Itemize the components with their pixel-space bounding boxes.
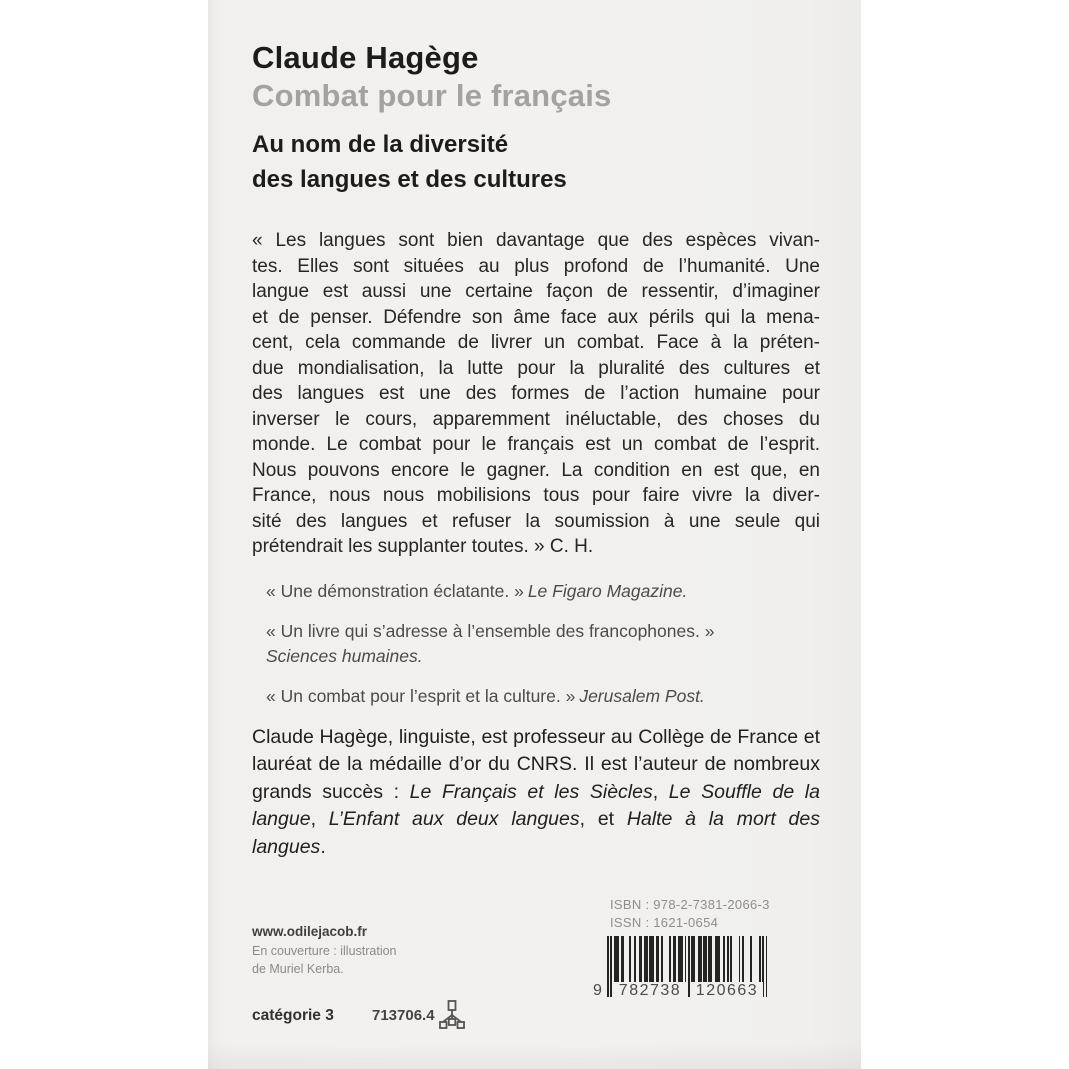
press-quotes xyxy=(266,579,820,709)
press-quote xyxy=(266,684,820,709)
website-url: www.odilejacob.fr xyxy=(252,924,368,939)
subtitle-line-2: des langues et des cultures xyxy=(252,166,567,193)
back-cover-text-column xyxy=(252,0,820,881)
barcode-digit-lead: 9 xyxy=(593,982,604,999)
press-quote xyxy=(266,619,820,669)
blurb-line: prétendrait les supplanter toutes. » C. H. xyxy=(252,536,594,557)
blurb-line: « Les langues sont bien davantage que des espèces vivan- xyxy=(252,230,820,251)
press-quote-source: Sciences humaines. xyxy=(266,645,423,666)
blurb-line: et de penser. Défendre son âme face aux périls qui la mena- xyxy=(252,306,820,328)
publisher-logo-icon xyxy=(438,999,466,1040)
category-row xyxy=(252,1001,552,1035)
press-quote-text: « Un combat pour l’esprit et la culture. » xyxy=(266,685,576,706)
author-bio xyxy=(252,724,820,862)
press-quote-text: « Une démonstration éclatante. » xyxy=(266,580,524,601)
category-label: catégorie 3 xyxy=(252,1007,334,1024)
ref-number: 713706.4 xyxy=(372,1007,435,1024)
blurb-line: inverser le cours, apparemment inéluctable, des choses du xyxy=(252,408,820,430)
blurb-line: due mondialisation, la lutte pour la pluralité des cultures et xyxy=(252,357,820,379)
blurb-line: cent, cela commande de livrer un combat. Face à la préten- xyxy=(252,332,820,353)
barcode xyxy=(593,936,769,1020)
publisher-info-block xyxy=(252,924,397,978)
bio-book-title: Halte à la mort des langues xyxy=(252,808,820,858)
barcode-digit-group-1: 782738 xyxy=(614,982,686,1000)
cover-credit-line-2: de Muriel Kerba. xyxy=(252,961,344,976)
bio-segment: , et xyxy=(579,808,627,830)
isbn-text: ISBN : 978-2-7381-2066-3 xyxy=(610,897,770,912)
book-subtitle xyxy=(252,127,820,197)
bio-book-title: Le Français et les Siècles xyxy=(409,780,653,803)
author-name: Claude Hagège xyxy=(252,40,479,75)
blurb xyxy=(252,228,820,560)
press-quote-source: Jerusalem Post. xyxy=(579,685,705,706)
bio-segment: , xyxy=(310,808,329,830)
cover-credit-line-1: En couverture : illustration xyxy=(252,944,397,958)
blurb-line: sité des langues et refuser la soumission à une seule qui xyxy=(252,510,820,532)
isbn-issn-block xyxy=(610,896,770,931)
issn-text: ISSN : 1621-0654 xyxy=(610,914,719,930)
cover-credit xyxy=(252,943,397,978)
press-quote xyxy=(266,579,820,604)
bio-book-title: Le Souffle de la langue xyxy=(252,780,820,830)
book-back-cover xyxy=(208,0,861,1069)
blurb-line: langue est aussi une certaine façon de ressentir, d’imaginer xyxy=(252,281,820,302)
blurb-line: monde. Le combat pour le français est un combat de l’esprit. xyxy=(252,434,820,455)
bio-segment: Claude Hagège, linguiste, est professeur au Collège de France et lauréat de la médaille d’or du CNRS. Il est l’auteur de nombreux grands succès : xyxy=(252,725,820,803)
barcode-digits xyxy=(593,980,769,1002)
bio-book-title: L’Enfant aux deux langues xyxy=(328,808,580,830)
bio-segment: , xyxy=(652,780,669,803)
blurb-line: France, nous nous mobilisions tous pour faire vivre la diver- xyxy=(252,485,820,506)
press-quote-text: « Un livre qui s’adresse à l’ensemble des francophones. » xyxy=(266,620,715,641)
subtitle-line-1: Au nom de la diversité xyxy=(252,131,509,158)
barcode-digit-group-2: 120663 xyxy=(691,982,763,1000)
blurb-line: des langues est une des formes de l’action humaine pour xyxy=(252,383,820,404)
press-quote-source: Le Figaro Magazine. xyxy=(527,580,688,601)
blurb-line: Nous pouvons encore le gagner. La condition en est que, en xyxy=(252,459,820,481)
bio-segment: . xyxy=(320,835,326,858)
book-title: Combat pour le français xyxy=(252,78,612,113)
blurb-line: tes. Elles sont situées au plus profond de l’humanité. Une xyxy=(252,255,820,277)
